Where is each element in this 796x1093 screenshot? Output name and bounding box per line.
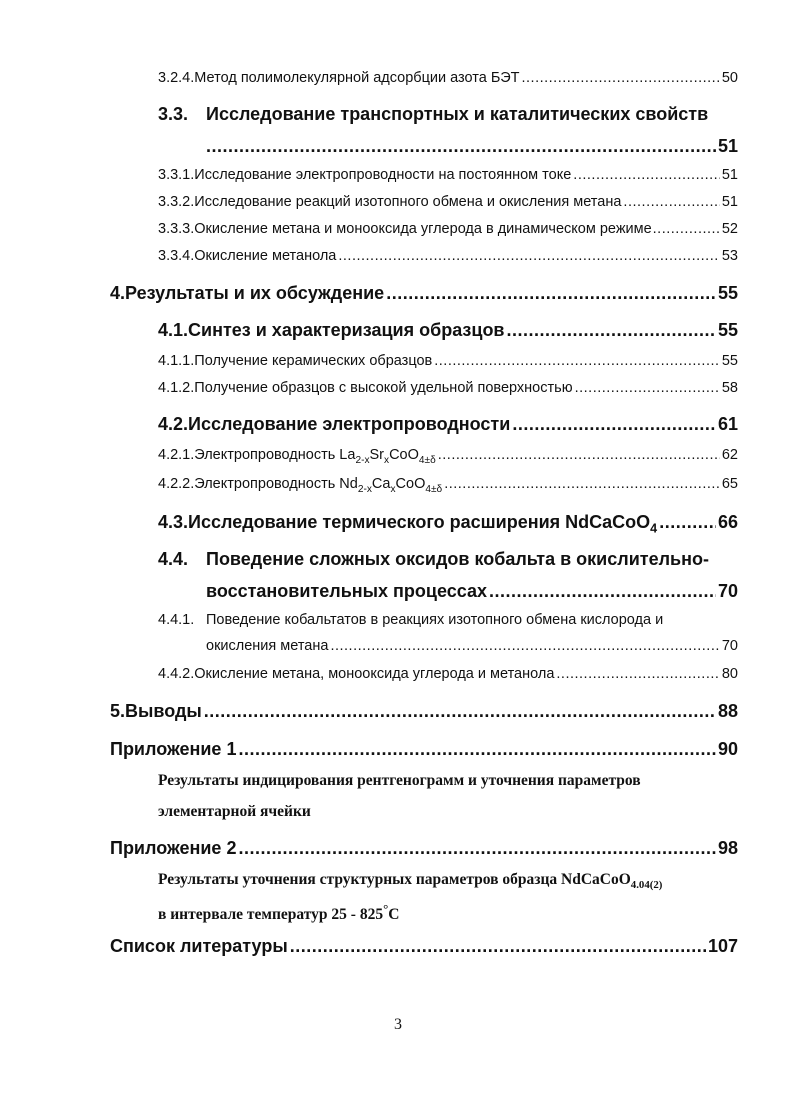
dot-leader	[438, 447, 720, 463]
dot-leader	[575, 380, 720, 396]
toc-title: Поведение сложных оксидов кобальта в окислительно-	[206, 549, 709, 569]
toc-title: Окисление метана и монооксида углерода в динамическом режиме	[194, 221, 652, 237]
toc-entry-4-1-1[interactable]	[158, 353, 738, 369]
toc-number: 4.	[110, 283, 126, 303]
dot-leader	[521, 70, 719, 86]
dot-leader	[489, 581, 716, 602]
toc-page: 55	[717, 283, 738, 303]
toc-entry-4-4-2[interactable]	[158, 666, 738, 682]
toc-entry-4-2[interactable]	[158, 414, 738, 435]
dot-leader	[238, 739, 716, 760]
toc-page: 98	[717, 838, 738, 858]
toc-title: Выводы	[125, 701, 202, 721]
toc-entry-5[interactable]	[110, 701, 738, 722]
toc-title-continued: восстановительных процессах	[206, 581, 487, 601]
dot-leader	[204, 701, 716, 722]
toc-entry-4-1[interactable]	[158, 320, 738, 341]
toc-entry-appendix-2[interactable]	[110, 838, 738, 859]
dot-leader	[338, 248, 720, 264]
dot-leader	[623, 194, 719, 210]
toc-title: Поведение кобальтатов в реакциях изотопного обмена кислорода и	[206, 612, 664, 628]
toc-entry-3-3-leader	[206, 136, 738, 157]
toc-page: 51	[717, 136, 738, 156]
toc-number: 4.4.	[158, 549, 189, 569]
toc-entry-references[interactable]	[110, 936, 738, 957]
toc-entry-3-3-4[interactable]	[158, 248, 738, 264]
toc-page: 61	[717, 414, 738, 434]
toc-title: Получение керамических образцов	[194, 353, 433, 369]
toc-entry-3-3-1[interactable]	[158, 167, 738, 183]
toc-entry-3-3-2[interactable]	[158, 194, 738, 210]
toc-entry-4-2-2[interactable]	[158, 476, 738, 495]
toc-page: 70	[721, 638, 738, 654]
dot-leader	[238, 838, 716, 859]
toc-title: Окисление метана, монооксида углерода и метанола	[194, 666, 555, 682]
toc-entry-4-4-1-continued	[206, 638, 738, 654]
toc-number: 4.1.	[158, 320, 189, 340]
dot-leader	[653, 221, 721, 237]
toc-title: Исследование транспортных и каталитических свойств	[206, 104, 709, 124]
toc-page: 52	[721, 221, 738, 237]
toc-page: 51	[721, 167, 738, 183]
toc-entry-appendix-1[interactable]	[110, 739, 738, 760]
dot-leader	[444, 476, 720, 492]
toc-entry-4-4-1[interactable]	[158, 612, 663, 628]
toc-page: 65	[721, 476, 738, 492]
appendix-1-description-line2: элементарной ячейки	[158, 803, 311, 820]
toc-page: 55	[717, 320, 738, 340]
toc-page: 51	[721, 194, 738, 210]
toc-number: 4.2.1.	[158, 447, 195, 463]
toc-number: 4.1.1.	[158, 353, 195, 369]
toc-title: Результаты и их обсуждение	[125, 283, 385, 303]
toc-page: 88	[717, 701, 738, 721]
toc-entry-3-3-3[interactable]	[158, 221, 738, 237]
toc-title: Метод полимолекулярной адсорбции азота БЭТ	[194, 70, 520, 86]
toc-entry-3-2-4[interactable]	[158, 70, 738, 86]
toc-title: Приложение 1	[110, 739, 237, 759]
toc-title: Исследование термического расширения NdCaCoO$_4$	[188, 512, 658, 536]
dot-leader	[206, 136, 716, 157]
toc-page: 70	[717, 581, 738, 601]
toc-title: Список литературы	[110, 936, 288, 956]
appendix-1-description-line1: Результаты индицирования рентгенограмм и уточнения параметров	[158, 772, 641, 789]
toc-title: Окисление метанола	[194, 248, 337, 264]
toc-number: 5.	[110, 701, 126, 721]
toc-page: 80	[721, 666, 738, 682]
toc-number: 4.4.2.	[158, 666, 195, 682]
toc-number: 3.3.	[158, 104, 189, 124]
toc-entry-4-4-continued	[206, 581, 738, 602]
toc-entry-4-3[interactable]	[158, 512, 738, 536]
toc-number: 4.1.2.	[158, 380, 195, 396]
dot-leader	[507, 320, 716, 341]
toc-number: 4.4.1.	[158, 612, 195, 628]
toc-number: 4.2.	[158, 414, 189, 434]
toc-entry-4[interactable]	[110, 283, 738, 304]
toc-page: 58	[721, 380, 738, 396]
toc-page: 50	[721, 70, 738, 86]
toc-number: 4.3.	[158, 512, 189, 532]
toc-title: Исследование электропроводности на постоянном токе	[194, 167, 572, 183]
toc-page: 66	[717, 512, 738, 532]
toc-number: 3.3.1.	[158, 167, 195, 183]
toc-number: 3.3.2.	[158, 194, 195, 210]
dot-leader	[330, 638, 719, 654]
toc-title: Исследование электропроводности	[188, 414, 511, 434]
toc-page: 55	[721, 353, 738, 369]
toc-number: 4.2.2.	[158, 476, 195, 492]
toc-entry-4-1-2[interactable]	[158, 380, 738, 396]
appendix-2-description-line2: в интервале температур 25 - 825°C	[158, 901, 400, 924]
toc-title: Синтез и характеризация образцов	[188, 320, 505, 340]
dot-leader	[290, 936, 706, 957]
toc-title: Электропроводность $Nd_{2-x}Ca_xCoO_{4\pm\delta}$	[194, 476, 443, 495]
page-number: 3	[394, 1016, 402, 1033]
dot-leader	[386, 283, 716, 304]
dot-leader	[434, 353, 720, 369]
toc-entry-4-4[interactable]	[158, 549, 709, 570]
toc-title: Получение образцов с высокой удельной поверхностью	[194, 380, 573, 396]
dot-leader	[659, 512, 716, 533]
toc-number: 3.3.4.	[158, 248, 195, 264]
toc-entry-4-2-1[interactable]	[158, 447, 738, 466]
dot-leader	[512, 414, 716, 435]
dot-leader	[573, 167, 720, 183]
toc-page: 107	[707, 936, 738, 956]
toc-page: 62	[721, 447, 738, 463]
toc-title: Приложение 2	[110, 838, 237, 858]
appendix-2-description-line1: Результаты уточнения структурных параметров образца NdCaCoO$_{4.04(2)}$	[158, 871, 663, 892]
toc-title: Электропроводность $La_{2-x}Sr_xCoO_{4\pm\delta}$	[194, 447, 436, 466]
toc-number: 3.2.4.	[158, 70, 195, 86]
toc-page: 90	[717, 739, 738, 759]
toc-page: 53	[721, 248, 738, 264]
toc-title-continued: окисления метана	[206, 638, 329, 654]
toc-number: 3.3.3.	[158, 221, 195, 237]
toc-entry-3-3[interactable]	[158, 104, 708, 125]
dot-leader	[556, 666, 719, 682]
toc-title: Исследование реакций изотопного обмена и окисления метана	[194, 194, 622, 210]
